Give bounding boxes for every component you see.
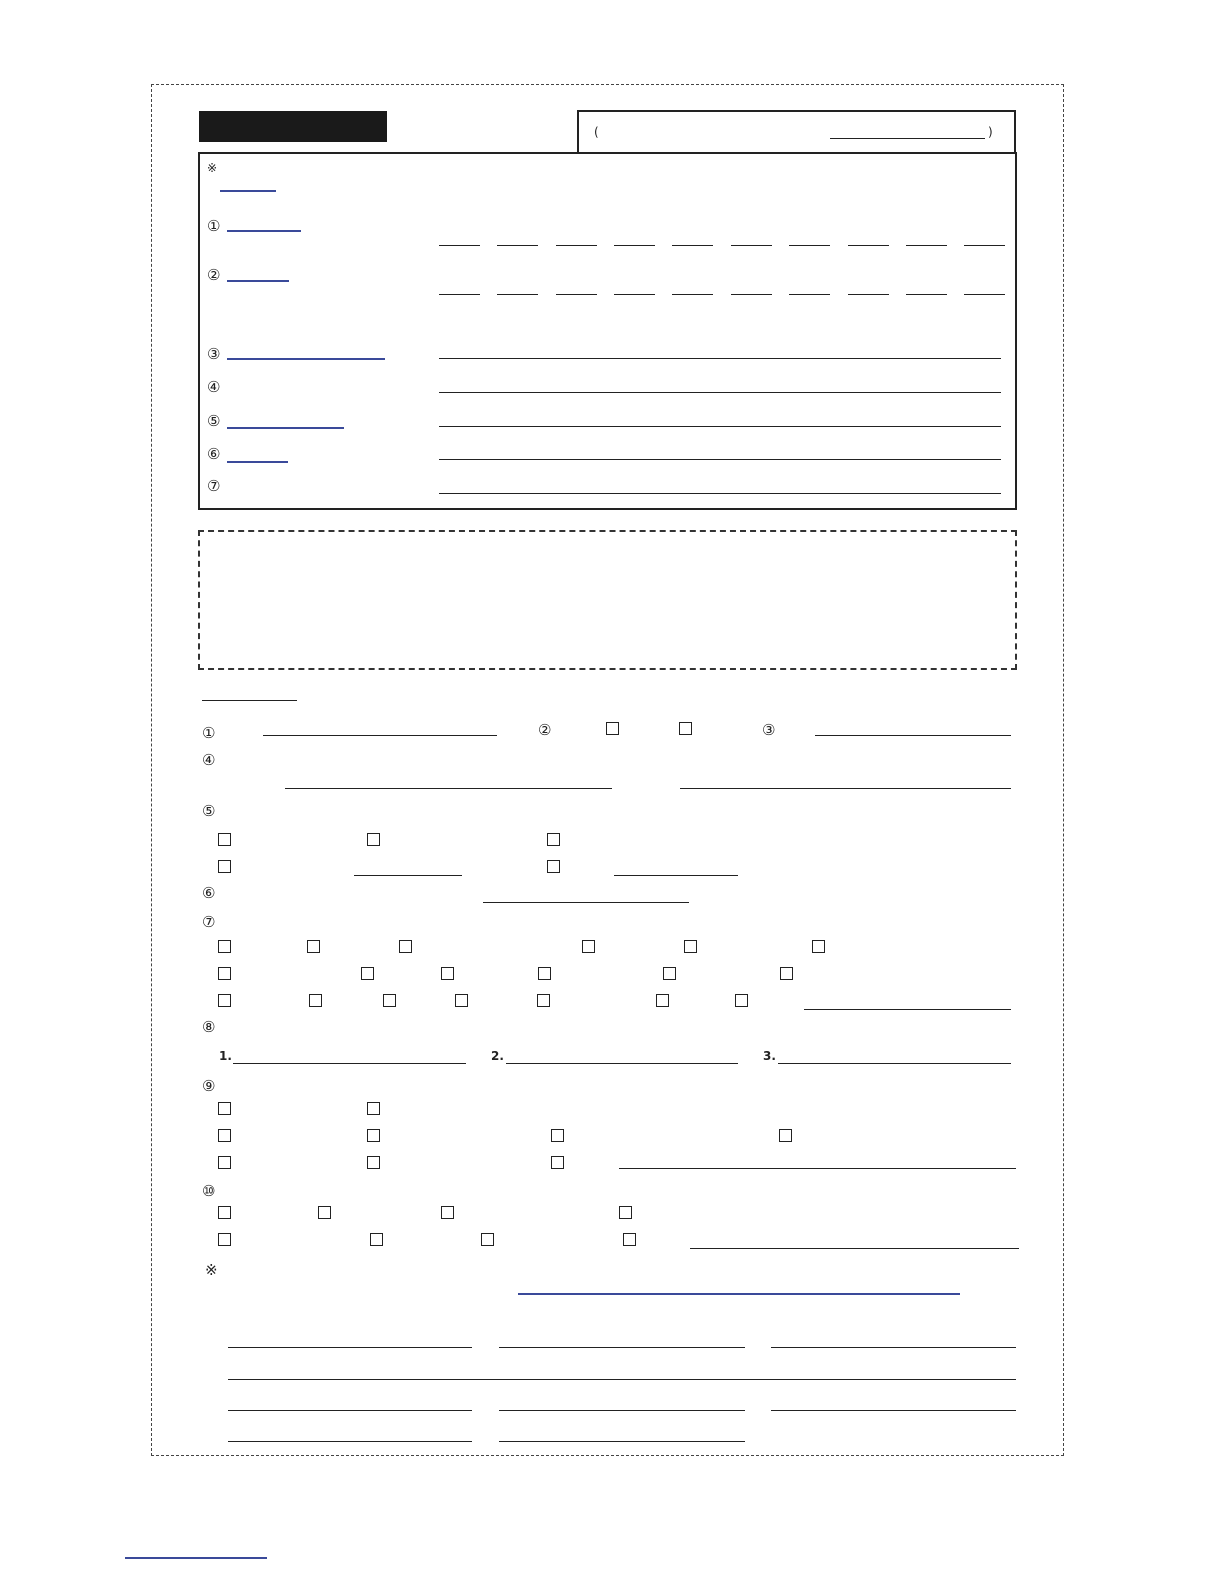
contact-field-9[interactable] xyxy=(499,1441,745,1442)
q7-other-field[interactable] xyxy=(804,1009,1011,1010)
checkbox-icon[interactable] xyxy=(218,994,231,1007)
checkbox-icon[interactable] xyxy=(218,967,231,980)
header-input-line[interactable] xyxy=(830,138,985,139)
checkbox-icon[interactable] xyxy=(547,860,560,873)
checkbox-icon[interactable] xyxy=(367,1102,380,1115)
item-5-marker: ⑤ xyxy=(207,412,221,430)
header-info-box xyxy=(577,110,1016,153)
contact-field-3[interactable] xyxy=(771,1347,1016,1348)
section-heading-underline xyxy=(202,700,297,701)
q8-item-2-label: 2. xyxy=(491,1049,504,1063)
checkbox-icon[interactable] xyxy=(361,967,374,980)
checkbox-icon[interactable] xyxy=(318,1206,331,1219)
checkbox-icon[interactable] xyxy=(399,940,412,953)
q6-marker: ⑥ xyxy=(202,884,216,902)
digit-field[interactable] xyxy=(497,294,538,295)
q10-other-field[interactable] xyxy=(690,1248,1019,1249)
q9-other-field[interactable] xyxy=(619,1168,1016,1169)
contact-field-5[interactable] xyxy=(228,1410,472,1411)
contact-field-4[interactable] xyxy=(228,1379,1016,1380)
q8-marker: ⑧ xyxy=(202,1018,216,1036)
footer-note-link[interactable] xyxy=(518,1293,960,1295)
checkbox-icon[interactable] xyxy=(812,940,825,953)
digit-field[interactable] xyxy=(906,294,947,295)
checkbox-icon[interactable] xyxy=(684,940,697,953)
checkbox-icon[interactable] xyxy=(218,1129,231,1142)
q5-field-a[interactable] xyxy=(354,875,462,876)
q8-item-3-field[interactable] xyxy=(778,1063,1011,1064)
item-5-field[interactable] xyxy=(439,426,1001,427)
paren-close: ) xyxy=(988,125,993,139)
contact-field-8[interactable] xyxy=(228,1441,472,1442)
digit-field[interactable] xyxy=(439,245,480,246)
digit-field[interactable] xyxy=(731,294,772,295)
q6-field[interactable] xyxy=(483,902,689,903)
digit-field[interactable] xyxy=(497,245,538,246)
item-6-field[interactable] xyxy=(439,459,1001,460)
checkbox-icon[interactable] xyxy=(780,967,793,980)
checkbox-icon[interactable] xyxy=(538,967,551,980)
q1-marker: ① xyxy=(202,724,216,742)
item-7-marker: ⑦ xyxy=(207,477,221,495)
q8-item-2-field[interactable] xyxy=(506,1063,738,1064)
checkbox-icon[interactable] xyxy=(218,940,231,953)
checkbox-icon[interactable] xyxy=(218,1206,231,1219)
checkbox-icon[interactable] xyxy=(218,1156,231,1169)
checkbox-icon[interactable] xyxy=(383,994,396,1007)
q8-item-1-field[interactable] xyxy=(233,1063,466,1064)
item-1-link[interactable] xyxy=(227,230,301,232)
q9-marker: ⑨ xyxy=(202,1077,216,1095)
checkbox-icon[interactable] xyxy=(455,994,468,1007)
q2-marker: ② xyxy=(538,721,552,739)
digit-field[interactable] xyxy=(964,294,1005,295)
q10-marker: ⑩ xyxy=(202,1182,216,1200)
item-4-marker: ④ xyxy=(207,378,221,396)
checkbox-icon[interactable] xyxy=(218,1233,231,1246)
item-6-link[interactable] xyxy=(227,461,288,463)
digit-field[interactable] xyxy=(556,294,597,295)
checkbox-icon[interactable] xyxy=(218,833,231,846)
item-1-marker: ① xyxy=(207,217,221,235)
checkbox-icon[interactable] xyxy=(218,860,231,873)
digit-field[interactable] xyxy=(731,245,772,246)
checkbox-icon[interactable] xyxy=(367,833,380,846)
q8-item-3-label: 3. xyxy=(763,1049,776,1063)
checkbox-icon[interactable] xyxy=(619,1206,632,1219)
contact-field-7[interactable] xyxy=(771,1410,1016,1411)
item-7-field[interactable] xyxy=(439,493,1001,494)
info-box xyxy=(198,152,1017,510)
digit-field[interactable] xyxy=(906,245,947,246)
checkbox-icon[interactable] xyxy=(656,994,669,1007)
digit-field[interactable] xyxy=(964,245,1005,246)
checkbox-icon[interactable] xyxy=(441,967,454,980)
checkbox-icon[interactable] xyxy=(679,722,692,735)
q3-field[interactable] xyxy=(815,735,1011,736)
q7-marker: ⑦ xyxy=(202,913,216,931)
footer-note-mark: ※ xyxy=(205,1261,218,1279)
checkbox-icon[interactable] xyxy=(582,940,595,953)
checkbox-icon[interactable] xyxy=(735,994,748,1007)
digit-field[interactable] xyxy=(672,294,713,295)
digit-field[interactable] xyxy=(614,245,655,246)
checkbox-icon[interactable] xyxy=(779,1129,792,1142)
digit-field[interactable] xyxy=(848,245,889,246)
item-4-field[interactable] xyxy=(439,392,1001,393)
checkbox-icon[interactable] xyxy=(606,722,619,735)
checkbox-icon[interactable] xyxy=(481,1233,494,1246)
item-3-field[interactable] xyxy=(439,358,1001,359)
item-5-link[interactable] xyxy=(227,427,344,429)
checkbox-icon[interactable] xyxy=(623,1233,636,1246)
digit-field[interactable] xyxy=(439,294,480,295)
q4-marker: ④ xyxy=(202,751,216,769)
q4-field-b[interactable] xyxy=(680,788,1011,789)
checkbox-icon[interactable] xyxy=(367,1156,380,1169)
checkbox-icon[interactable] xyxy=(309,994,322,1007)
checkbox-icon[interactable] xyxy=(218,1102,231,1115)
checkbox-icon[interactable] xyxy=(663,967,676,980)
item-3-marker: ③ xyxy=(207,345,221,363)
notice-area xyxy=(198,530,1017,670)
q1-field[interactable] xyxy=(263,735,497,736)
contact-field-2[interactable] xyxy=(499,1347,745,1348)
checkbox-icon[interactable] xyxy=(547,833,560,846)
note-link[interactable] xyxy=(220,190,276,192)
q5-field-b[interactable] xyxy=(614,875,738,876)
checkbox-icon[interactable] xyxy=(441,1206,454,1219)
checkbox-icon[interactable] xyxy=(307,940,320,953)
digit-field[interactable] xyxy=(672,245,713,246)
item-2-link[interactable] xyxy=(227,280,289,282)
checkbox-icon[interactable] xyxy=(537,994,550,1007)
q8-item-1-label: 1. xyxy=(219,1049,232,1063)
page-footer-link[interactable] xyxy=(125,1557,267,1559)
digit-field[interactable] xyxy=(614,294,655,295)
item-6-marker: ⑥ xyxy=(207,445,221,463)
q3-marker: ③ xyxy=(762,721,776,739)
digit-field[interactable] xyxy=(789,294,830,295)
item-2-marker: ② xyxy=(207,266,221,284)
checkbox-icon[interactable] xyxy=(551,1156,564,1169)
form-title-bar xyxy=(199,111,387,142)
q5-marker: ⑤ xyxy=(202,802,216,820)
contact-field-6[interactable] xyxy=(499,1410,745,1411)
checkbox-icon[interactable] xyxy=(370,1233,383,1246)
checkbox-icon[interactable] xyxy=(551,1129,564,1142)
digit-field[interactable] xyxy=(789,245,830,246)
checkbox-icon[interactable] xyxy=(367,1129,380,1142)
digit-field[interactable] xyxy=(556,245,597,246)
contact-field-1[interactable] xyxy=(228,1347,472,1348)
item-3-link[interactable] xyxy=(227,358,385,360)
note-mark: ※ xyxy=(207,161,218,175)
digit-field[interactable] xyxy=(848,294,889,295)
paren-open: ( xyxy=(594,125,599,139)
q4-field-a[interactable] xyxy=(285,788,612,789)
